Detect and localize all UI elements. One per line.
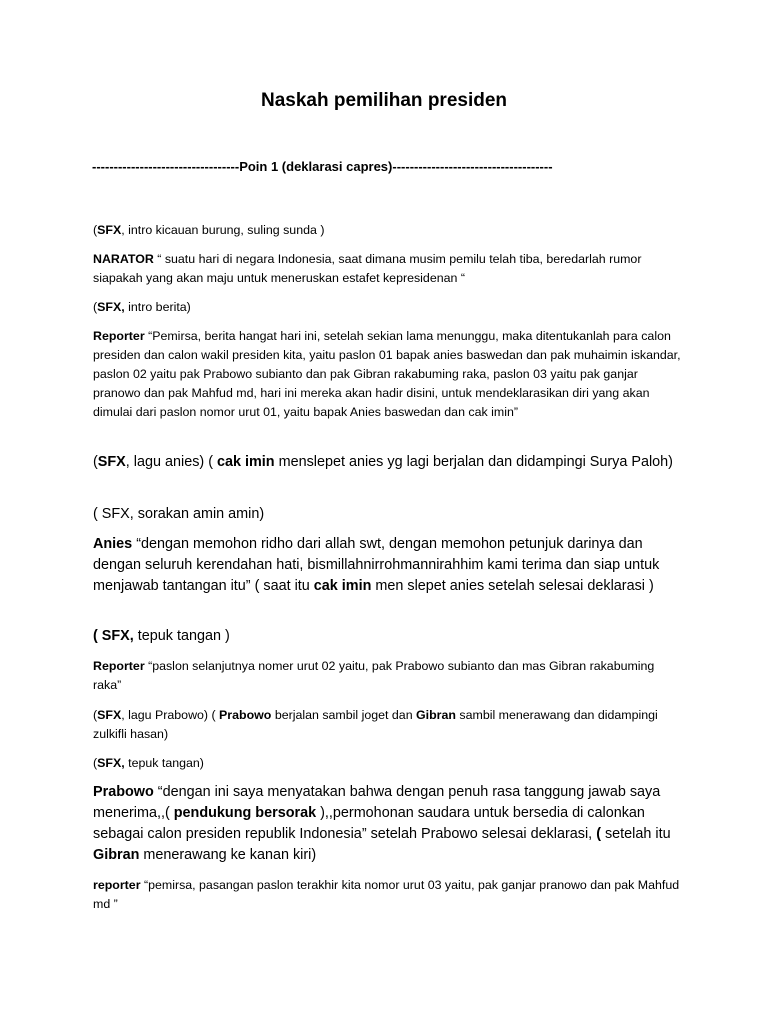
sfx-sorakan-paragraph: ( SFX, sorakan amin amin) xyxy=(93,506,265,522)
section-heading: ----------------------------------Poin 1 (deklarasi capres)------------------------------------- xyxy=(92,159,553,174)
narator-paragraph: NARATOR “ suatu hari di negara Indonesia, saat dimana musim pemilu telah tiba, beredarlah rumor siapakah yang akan maju untuk meneruskan estafet kepresidenan “ xyxy=(93,252,642,285)
anies-paragraph: Anies “dengan memohon ridho dari allah swt, dengan memohon petunjuk darinya dan dengan seluruh kerendahan hati, bismillahnirrohmannirahhim kami terima dan siap untuk menjawab tantangan itu” ( saat itu cak imin men slepet anies setelah selesai deklarasi ) xyxy=(93,536,660,594)
document-title: Naskah pemilihan presiden xyxy=(260,90,508,111)
reporter-paragraph-2: Reporter “paslon selanjutnya nomer urut 02 yaitu, pak Prabowo subianto dan mas Gibran rakabuming raka” xyxy=(93,659,655,692)
reporter-paragraph-3: reporter “pemirsa, pasangan paslon terakhir kita nomor urut 03 yaitu, pak ganjar pranowo dan pak Mahfud md ” xyxy=(93,878,680,911)
sfx-tepuk-paragraph-1: ( SFX, tepuk tangan ) xyxy=(93,628,230,644)
prabowo-paragraph: Prabowo “dengan ini saya menyatakan bahwa dengan penuh rasa tanggung jawab saya menerima,,( pendukung bersorak ),,permohonan saudara untuk bersedia di calonkan sebagai calon presiden republik Indonesia” setelah Prabowo selesai deklarasi, ( setelah itu Gibran menerawang ke kanan kiri) xyxy=(93,784,671,863)
reporter-paragraph-1: Reporter “Pemirsa, berita hangat hari ini, setelah sekian lama menunggu, maka ditentukanlah para calon presiden dan calon wakil presiden kita, yaitu paslon 01 bapak anies baswedan dan pak muhaimin iskandar, paslon 02 yaitu pak Prabowo subianto dan pak Gibran rakabuming raka, paslon 03 yaitu pak ganjar pranowo dan pak Mahfud md, hari ini mereka akan hadir disini, untuk mendeklarasikan diri yang akan dimulai dari paslon nomor urut 01, yaitu bapak Anies baswedan dan cak imin” xyxy=(93,329,681,419)
sfx-lagu-prabowo-paragraph: (SFX, lagu Prabowo) ( Prabowo berjalan sambil joget dan Gibran sambil menerawang dan didampingi zulkifli hasan) xyxy=(93,708,658,741)
sfx-lagu-anies-paragraph: (SFX, lagu anies) ( cak imin menslepet anies yg lagi berjalan dan didampingi Surya Paloh) xyxy=(93,454,673,470)
sfx-berita-paragraph: (SFX, intro berita) xyxy=(93,300,191,314)
sfx-intro-paragraph: (SFX, intro kicauan burung, suling sunda ) xyxy=(93,223,325,237)
sfx-tepuk-paragraph-2: (SFX, tepuk tangan) xyxy=(93,756,204,770)
